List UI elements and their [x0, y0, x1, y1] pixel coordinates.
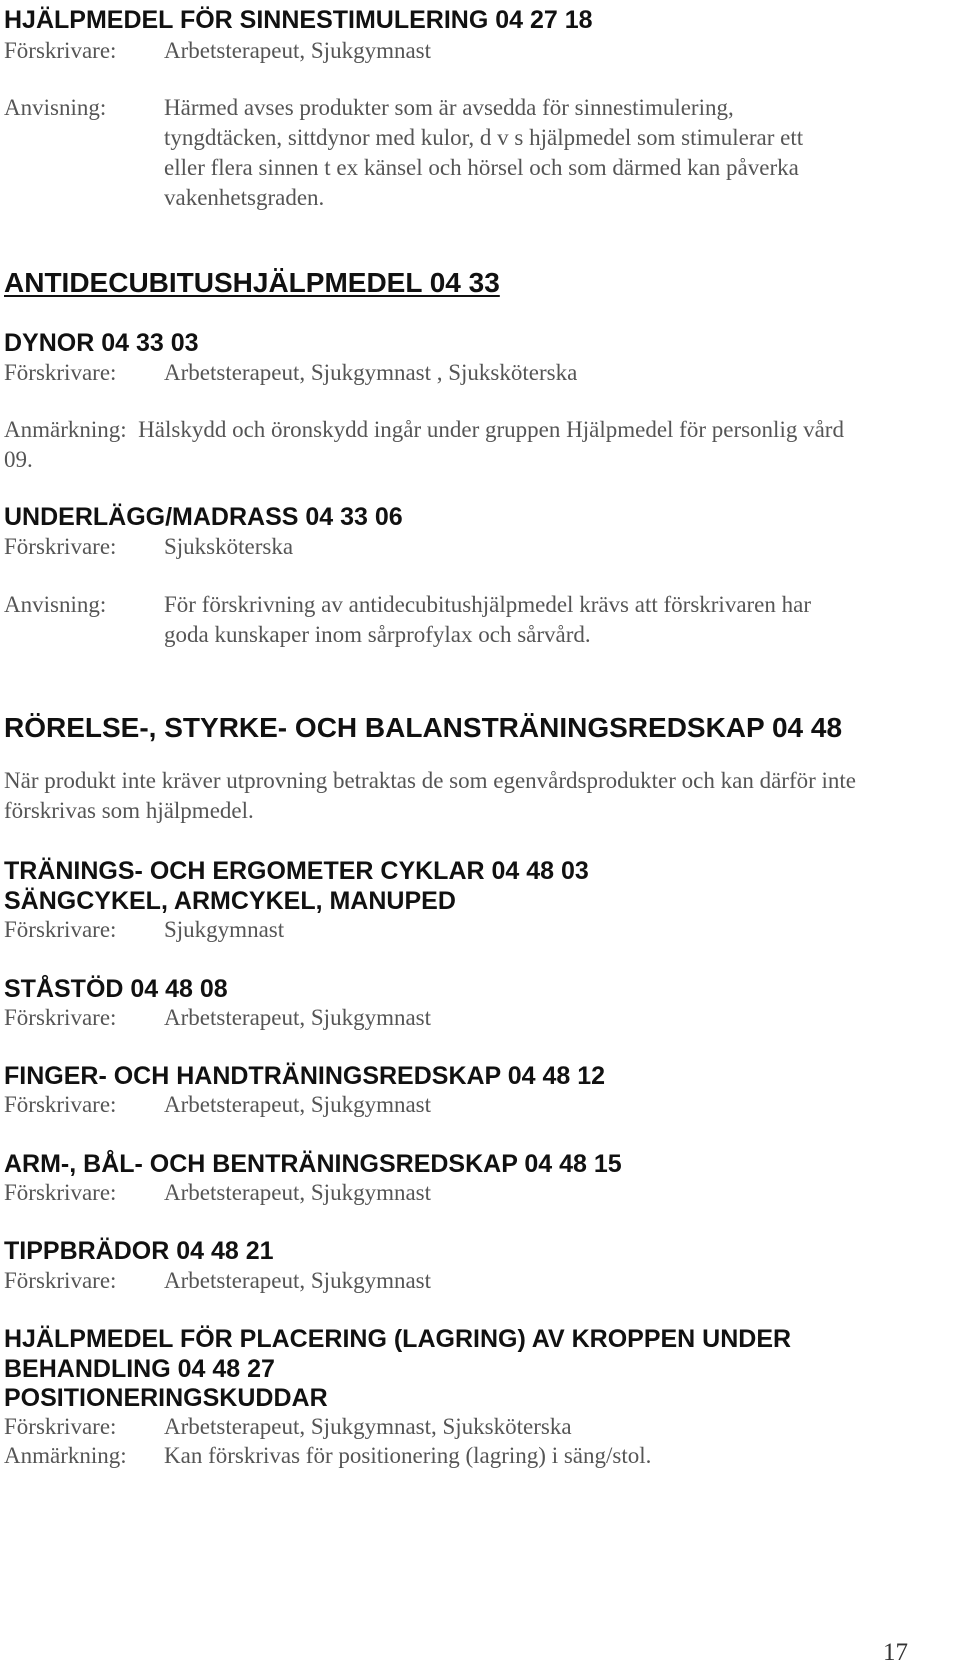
heading-tippbrador: TIPPBRÄDOR 04 48 21	[4, 1237, 274, 1265]
prescriber-value: Arbetsterapeut, Sjukgymnast , Sjuksköterska	[164, 360, 578, 385]
prescriber-row	[4, 1412, 940, 1442]
prescriber-row	[4, 36, 940, 66]
remark-label: Anmärkning:	[4, 1443, 127, 1468]
instruction-label: Anvisning:	[4, 592, 107, 617]
heading-cyklar: TRÄNINGS- OCH ERGOMETER CYKLAR 04 48 03	[4, 857, 589, 885]
remark-row	[4, 1441, 940, 1471]
heading-sinnestimulering: HJÄLPMEDEL FÖR SINNESTIMULERING 04 27 18	[4, 6, 593, 34]
heading-placering: HJÄLPMEDEL FÖR PLACERING (LAGRING) AV KROPPEN UNDER	[4, 1325, 792, 1353]
instruction-label: Anvisning:	[4, 95, 107, 120]
page-number: 17	[883, 1639, 908, 1666]
prescriber-value: Sjuksköterska	[164, 534, 294, 559]
heading-rorelse: RÖRELSE-, STYRKE- OCH BALANSTRÄNINGSREDSKAP 04 48	[4, 712, 843, 743]
prescriber-label: Förskrivare:	[4, 1268, 117, 1293]
prescriber-label: Förskrivare:	[4, 360, 117, 385]
prescriber-value: Arbetsterapeut, Sjukgymnast	[164, 38, 432, 63]
heading-positioneringskuddar: POSITIONERINGSKUDDAR	[4, 1384, 328, 1412]
prescriber-row	[4, 1178, 940, 1208]
prescriber-label: Förskrivare:	[4, 1005, 117, 1030]
prescriber-label: Förskrivare:	[4, 38, 117, 63]
prescriber-row	[4, 1266, 940, 1296]
prescriber-label: Förskrivare:	[4, 917, 117, 942]
prescriber-value: Arbetsterapeut, Sjukgymnast	[164, 1180, 432, 1205]
heading-underlagg: UNDERLÄGG/MADRASS 04 33 06	[4, 503, 403, 531]
instruction-text: Härmed avses produkter som är avsedda för sinnestimulering, tyngdtäcken, sittdynor med kulor, d v s hjälpmedel som stimulerar ett eller flera sinnen t ex känsel och hörsel och som därmed kan påverka vakenhetsgraden.	[164, 95, 804, 210]
prescriber-label: Förskrivare:	[4, 1414, 117, 1439]
heading-bentraning: ARM-, BÅL- OCH BENTRÄNINGSREDSKAP 04 48 15	[4, 1150, 622, 1178]
heading-antidecubitus: ANTIDECUBITUSHJÄLPMEDEL 04 33	[4, 267, 500, 298]
prescriber-value: Arbetsterapeut, Sjukgymnast, Sjuksköterska	[164, 1414, 572, 1439]
prescriber-row	[4, 358, 940, 388]
remark-text: Kan förskrivas för positionering (lagring) i säng/stol.	[164, 1443, 652, 1468]
heading-behandling: BEHANDLING 04 48 27	[4, 1355, 275, 1383]
heading-dynor: DYNOR 04 33 03	[4, 329, 199, 357]
instruction-text: För förskrivning av antidecubitushjälpmedel krävs att förskrivaren har goda kunskaper inom sårprofylax och sårvård.	[164, 592, 812, 647]
prescriber-label: Förskrivare:	[4, 534, 117, 559]
prescriber-label: Förskrivare:	[4, 1180, 117, 1205]
remark-paragraph	[4, 415, 844, 475]
prescriber-value: Arbetsterapeut, Sjukgymnast	[164, 1005, 432, 1030]
remark-text: Hälskydd och öronskydd ingår under gruppen Hjälpmedel för personlig vård 09.	[4, 417, 844, 472]
prescriber-row	[4, 1090, 940, 1120]
heading-handtraning: FINGER- OCH HANDTRÄNINGSREDSKAP 04 48 12	[4, 1062, 606, 1090]
prescriber-label: Förskrivare:	[4, 1092, 117, 1117]
prescriber-value: Sjukgymnast	[164, 917, 285, 942]
heading-stastod: STÅSTÖD 04 48 08	[4, 975, 228, 1003]
prescriber-value: Arbetsterapeut, Sjukgymnast	[164, 1268, 432, 1293]
prescriber-row	[4, 915, 940, 945]
heading-sangcykel: SÄNGCYKEL, ARMCYKEL, MANUPED	[4, 887, 456, 915]
prescriber-row	[4, 532, 940, 562]
prescriber-row	[4, 1003, 940, 1033]
prescriber-value: Arbetsterapeut, Sjukgymnast	[164, 1092, 432, 1117]
instruction-row	[4, 93, 940, 213]
remark-label: Anmärkning:	[4, 417, 127, 442]
instruction-row	[4, 590, 940, 650]
info-paragraph: När produkt inte kräver utprovning betraktas de som egenvårdsprodukter och kan därför inte förskrivas som hjälpmedel.	[4, 768, 856, 823]
